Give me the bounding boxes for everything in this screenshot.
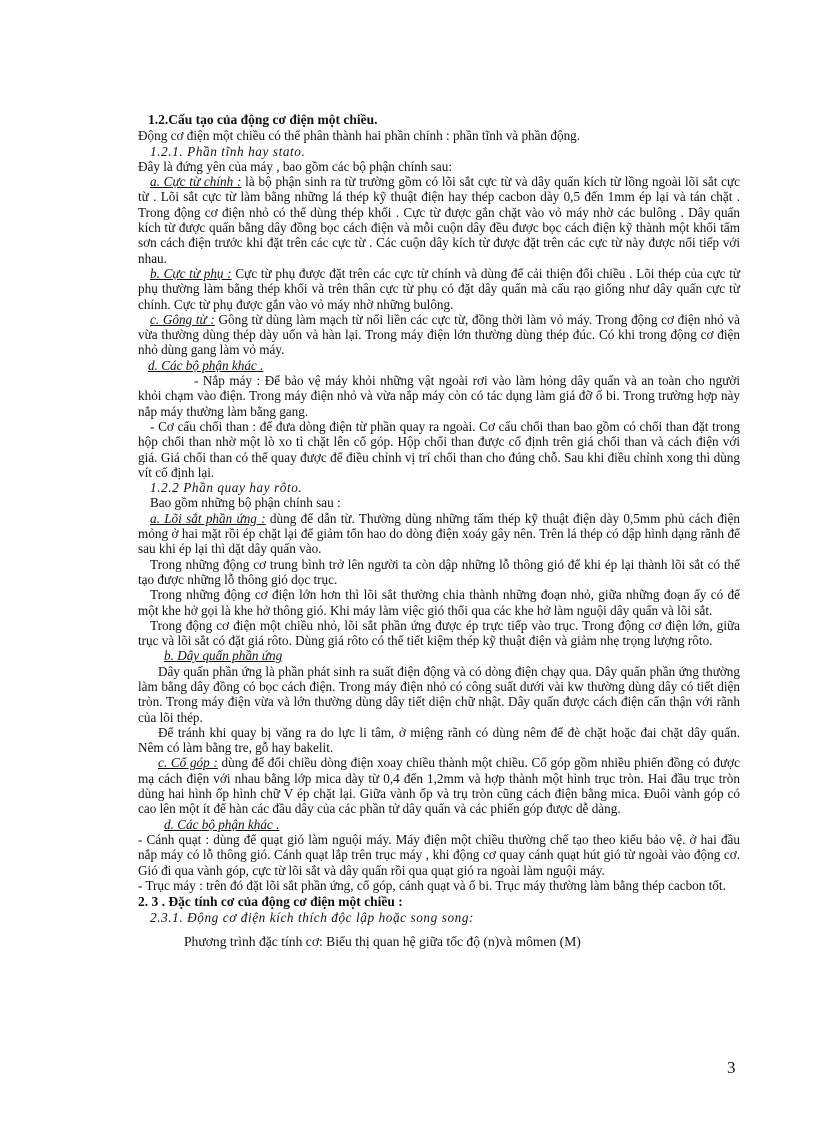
paragraph-gong-tu: c. Gông từ : Gông từ dùng làm mạch từ nối liền các cực từ, đồng thời làm vỏ máy. Trong động cơ điện nhỏ và vừa thường dùng thép dày uốn và hàn lại. Trong máy điện lớn thường dùng thép đúc. Có khi trong động cơ điện nhỏ dùng gang làm vỏ máy. xyxy=(138,311,741,358)
section-heading-1-2: 1.2.Cấu tạo của động cơ điện một chiều. xyxy=(148,112,378,127)
paragraph-co-cau-choi-than: - Cơ cấu chổi than : để đưa dòng điện từ phần quay ra ngoài. Cơ cấu chổi than bao gồm có chổi than đặt trong hộp chổi than nhờ một lò xo tì chặt lên cổ góp. Hộp chổi than được cố định trên giá chổi than và cách điện với giá. Giá chổi than có thể quay được để điều chỉnh vị trí chổi than cho đúng chỗ. Sau khi điều chỉnh xong thì dùng vít cố định lại. xyxy=(138,418,740,480)
paragraph-lo-thong-gio: Trong những động cơ trung bình trở lên người ta còn dập những lỗ thông gió để khi ép lại thành lõi sắt có thể tạo được những lỗ thông gió dọc trục. xyxy=(138,556,740,587)
paragraph-nem: Để tránh khi quay bị văng ra do lực li tâm, ở miệng rãnh có dùng nêm để đè chặt hoặc đai chặt dây quấn. Nêm có làm bằng tre, gỗ hay bakelit. xyxy=(138,724,740,756)
paragraph-gia-roto: Trong động cơ điện một chiều nhỏ, lõi sắt phần ứng được ép trực tiếp vào trục. Trong động cơ điện lớn, giữa trục và lõi sắt có đặt giá rôto. Dùng giá rôto có thể tiết kiệm thép kỹ thuật điện và giảm nhẹ trọng lượng rôto. xyxy=(138,617,740,649)
intro-paragraph: Động cơ điện một chiều có thể phân thành hai phần chính : phần tĩnh và phần động. xyxy=(138,128,581,144)
paragraph-phuong-trinh: Phương trình đặc tính cơ: Biểu thị quan hệ giữa tốc độ (n)và mômen (M) xyxy=(184,933,581,949)
label-cuc-tu-phu: b. Cực từ phụ : xyxy=(150,265,232,281)
roto-intro: Bao gồm những bộ phận chính sau : xyxy=(150,495,341,511)
label-gong-tu: c. Gông từ : xyxy=(150,311,215,327)
section-heading-2-3: 2. 3 . Đặc tính cơ của động cơ điện một chiều : xyxy=(138,894,403,910)
paragraph-cuc-tu-phu: b. Cực từ phụ : Cực từ phụ được đặt trên các cực từ chính và dùng để cải thiện đổi chiều . Lõi thép của cực từ phụ thường làm bằng thép khối và trên thân cực từ phụ có đặt dây quấn mà cấu rạo giống như dây quấn cực từ chính. Cực từ phụ được gắn vào vỏ máy nhờ những bulông. xyxy=(138,265,741,312)
label-cac-bo-phan-khac-roto: d. Các bộ phận khác . xyxy=(164,816,280,832)
paragraph-cuc-tu-chinh: a. Cực từ chính : là bộ phận sinh ra từ trường gồm có lõi sắt cực từ và dây quấn kích từ lồng ngoài lõi sắt cực từ . Lõi sắt cực từ làm bằng những lá thép kỹ thuật điện hay thép cacbon dày 0,5 đến 1mm ép lại và tán chặt . Trong động cơ điện nhỏ có thể dùng thép khối . Cực từ được gắn chặt vào vỏ máy nhờ các bulông . Dây quấn kích từ được quấn bằng dây đồng bọc cách điện và mỗi cuộn dây đều được bọc cách điện kỹ thành một khối tẩm sơn cách điện trước khi đặt trên các cực từ . Các cuộn dây kích từ được đặt trên các cực từ này được nối tiếp với nhau. xyxy=(138,174,740,266)
subsection-1-2-2: 1.2.2 Phần quay hay rôto. xyxy=(150,480,303,496)
subsection-1-2-1: 1.2.1. Phần tĩnh hay stato. xyxy=(150,143,306,159)
label-day-quan-phan-ung: b. Dây quấn phần ứng xyxy=(164,648,283,664)
paragraph-day-quan-phan-ung: Dây quấn phần ứng là phần phát sinh ra suất điện động và có dòng điện chạy qua. Dây quấn phần ứng thường làm bằng dây đồng có bọc cách điện. Trong máy điện nhỏ có công suất dưới vài kw thường dùng dây có tiết diện tròn. Trong máy điện vừa và lớn thường dùng dây tiết diện chữ nhật. Dây quấn được cách điện cẩn thận với rãnh của lõi thép. xyxy=(138,663,740,725)
paragraph-truc-may: - Trục máy : trên đó đặt lõi sắt phần ứng, cổ góp, cánh quạt và ổ bi. Trục máy thường làm bằng thép cacbon tốt. xyxy=(138,877,726,893)
paragraph-nap-may: - Nắp máy : Để bảo vệ máy khỏi những vật ngoài rơi vào làm hỏng dây quấn và an toàn cho người khỏi chạm vào điện. Trong máy điện nhỏ và vừa nắp máy còn có tác dụng làm giá đỡ ổ bi. Trong trường hợp này nắp máy thường làm bằng gang. xyxy=(138,373,740,419)
label-co-gop: c. Cổ góp : xyxy=(158,755,218,771)
paragraph-loi-sat-phan-ung: a. Lõi sắt phần ứng : dùng để dẫn từ. Thường dùng những tấm thép kỹ thuật điện dày 0,5mm phủ cách điện mỏng ở hai mặt rồi ép chặt lại để giảm tổn hao do dòng điện xoáy gây nên. Trên lá thép có dập hình dạng rãnh để sau khi ép lại thì dặt dây quấn vào. xyxy=(138,510,740,557)
subsection-2-3-1: 2.3.1. Động cơ điện kích thích độc lập hoặc song song: xyxy=(150,910,475,926)
stato-intro: Đây là đứng yên của máy , bao gồm các bộ phận chính sau: xyxy=(138,158,453,174)
paragraph-khe-ho-thong-gio: Trong những động cơ điện lớn hơn thì lõi sắt thường chia thành những đoạn nhỏ, giữa những đoạn ấy có để một khe hở gọi là khe hở thông gió. Khi máy làm việc gió thổi qua các khe hở làm nguội dây quấn và lõi sắt. xyxy=(138,587,740,618)
document-body xyxy=(138,112,740,949)
label-cac-bo-phan-khac-stato: d. Các bộ phận khác . xyxy=(148,357,264,373)
paragraph-co-gop: c. Cổ góp : dùng để đổi chiều dòng điện xoay chiều thành một chiều. Cổ góp gồm nhiều phiến đồng có được mạ cách điện với nhau bằng lớp mica dày từ 0,4 đến 1,2mm và hợp thành một hình trục tròn. Hai đầu trục tròn dùng hai hình ốp hình chữ V ép chặt lại. Giữa vành ốp và trụ tròn cũng cách điện bằng mica. Đuôi vành góp có cao lên một ít để hàn các đầu dây của các phần tử dây quấn và các phiến góp được dễ dàng. xyxy=(138,755,740,817)
page-number: 3 xyxy=(727,1058,736,1077)
paragraph-canh-quat: - Cánh quạt : dùng để quạt gió làm nguội máy. Máy điện một chiều thường chế tạo theo kiểu bảo vệ. ở hai đầu nắp máy có lỗ thông gió. Cánh quạt lắp trên trục máy , khi động cơ quay cánh quạt hút gió từ ngoài vào động cơ. Gió đi qua vành góp, cực từ lõi sắt và dây quấn rồi qua quạt gió ra ngoài làm nguội máy. xyxy=(138,831,740,878)
label-loi-sat-phan-ung: a. Lõi sắt phần ứng : xyxy=(150,510,266,526)
label-cuc-tu-chinh: a. Cực từ chính : xyxy=(150,174,242,190)
